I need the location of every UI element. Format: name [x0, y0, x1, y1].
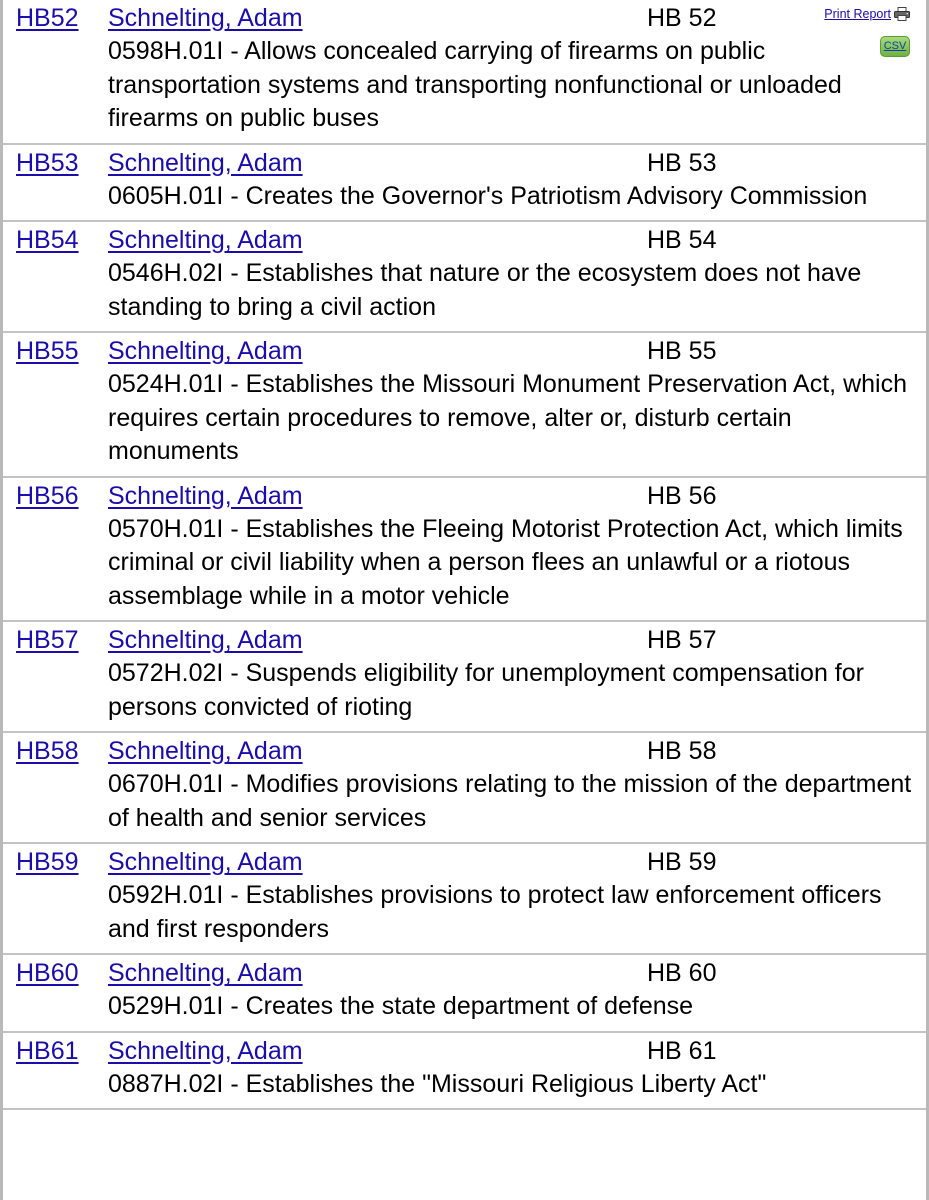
- bill-description: 0592H.01I - Establishes provisions to protect law enforcement officers and first responders: [108, 881, 882, 943]
- bill-description: 0529H.01I - Creates the state department of defense: [108, 992, 694, 1020]
- sponsor-link[interactable]: Schnelting, Adam: [108, 337, 303, 365]
- print-report-link[interactable]: Print Report: [824, 7, 891, 21]
- sponsor-link[interactable]: Schnelting, Adam: [108, 4, 303, 32]
- bill-link[interactable]: HB60: [16, 959, 79, 987]
- table-row: [3, 333, 926, 478]
- bill-description: 0546H.02I - Establishes that nature or the ecosystem does not have standing to bring a civil action: [108, 259, 862, 321]
- sponsor-link[interactable]: Schnelting, Adam: [108, 848, 303, 876]
- bill-number: HB 60: [647, 959, 717, 987]
- bill-link[interactable]: HB56: [16, 481, 79, 510]
- bill-number: HB 52: [647, 4, 717, 32]
- bill-description: 0887H.02I - Establishes the "Missouri Religious Liberty Act": [108, 1069, 767, 1098]
- sponsor-link[interactable]: Schnelting, Adam: [108, 959, 303, 987]
- bill-description: 0605H.01I - Creates the Governor's Patriotism Advisory Commission: [108, 181, 868, 210]
- bill-number: HB 59: [647, 848, 717, 876]
- bill-link[interactable]: HB58: [16, 737, 79, 765]
- bill-number: HB 61: [647, 1036, 717, 1065]
- bill-description: 0670H.01I - Modifies provisions relating to the mission of the department of health and senior services: [108, 770, 912, 832]
- table-row: [3, 733, 926, 844]
- table-row: [3, 222, 926, 333]
- bill-link[interactable]: HB61: [16, 1036, 79, 1065]
- csv-export-button[interactable]: CSV: [880, 36, 910, 57]
- bill-description: 0572H.02I - Suspends eligibility for unemployment compensation for persons convicted of rioting: [108, 659, 864, 721]
- bill-description: 0598H.01I - Allows concealed carrying of firearms on public transportation systems and transporting nonfunctional or unloaded firearms on public buses: [108, 37, 842, 132]
- bill-number: HB 53: [647, 148, 717, 177]
- sponsor-link[interactable]: Schnelting, Adam: [108, 481, 303, 510]
- table-row: [3, 622, 926, 733]
- table-row: [3, 1033, 926, 1111]
- bill-number: HB 57: [647, 626, 717, 654]
- bill-number: HB 58: [647, 737, 717, 765]
- bill-link[interactable]: HB54: [16, 226, 79, 254]
- bill-link[interactable]: HB55: [16, 337, 79, 365]
- table-row: [3, 145, 926, 223]
- sponsor-link[interactable]: Schnelting, Adam: [108, 1036, 303, 1065]
- bill-number: HB 54: [647, 226, 717, 254]
- bill-description: 0524H.01I - Establishes the Missouri Monument Preservation Act, which requires certain procedures to remove, alter or, disturb certain monuments: [108, 370, 907, 465]
- sponsor-link[interactable]: Schnelting, Adam: [108, 626, 303, 654]
- sponsor-link[interactable]: Schnelting, Adam: [108, 737, 303, 765]
- bill-link[interactable]: HB52: [16, 4, 79, 32]
- table-row: [3, 844, 926, 955]
- bill-link[interactable]: HB59: [16, 848, 79, 876]
- bill-description: 0570H.01I - Establishes the Fleeing Motorist Protection Act, which limits criminal or civil liability when a person flees an unlawful or a riotous assemblage while in a motor vehicle: [108, 514, 903, 610]
- bill-link[interactable]: HB57: [16, 626, 79, 654]
- table-row: [3, 478, 926, 623]
- sponsor-link[interactable]: Schnelting, Adam: [108, 148, 303, 177]
- table-row: [3, 0, 926, 145]
- bill-number: HB 56: [647, 481, 717, 510]
- bill-link[interactable]: HB53: [16, 148, 79, 177]
- bill-number: HB 55: [647, 337, 717, 365]
- table-row: [3, 955, 926, 1033]
- sponsor-link[interactable]: Schnelting, Adam: [108, 226, 303, 254]
